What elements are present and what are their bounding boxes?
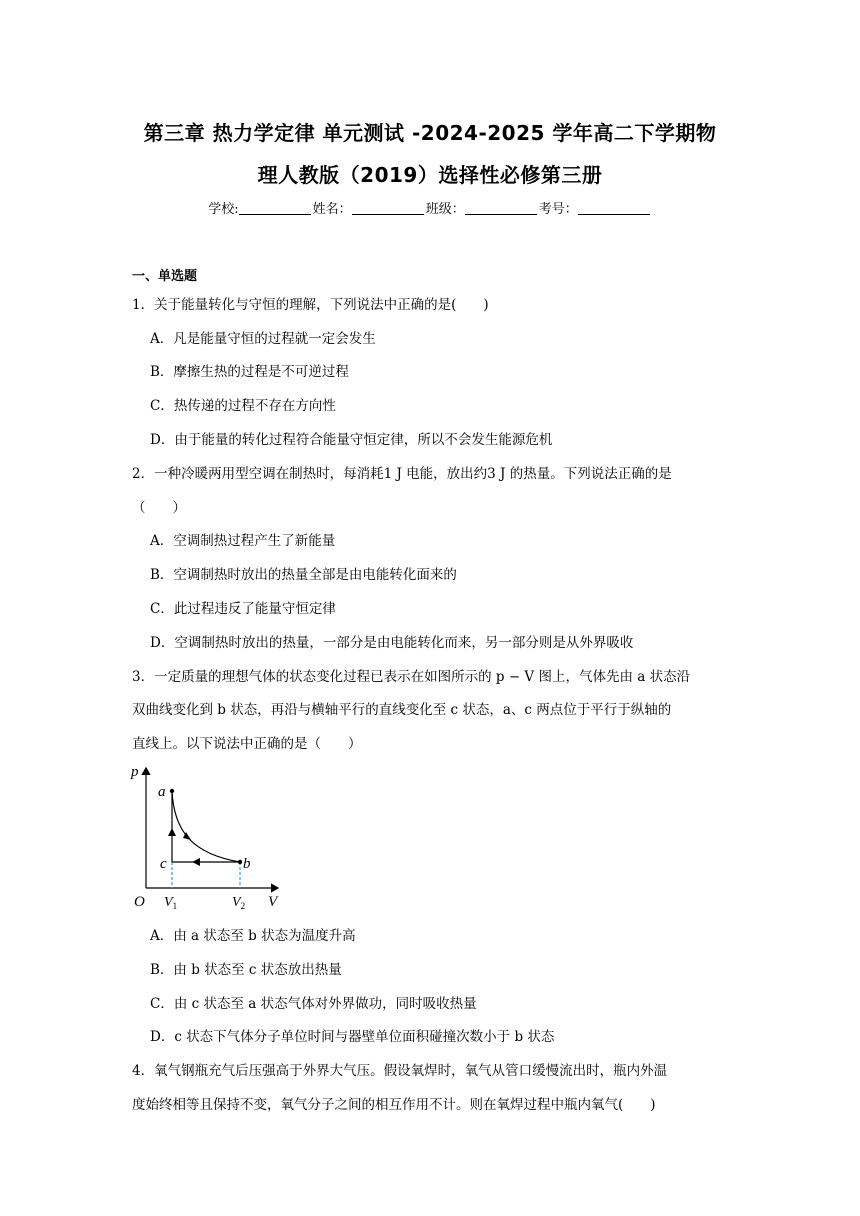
question-1-option-c[interactable]: C．热传递的过程不存在方向性 — [150, 398, 336, 414]
question-2-option-c[interactable]: C．此过程违反了能量守恒定律 — [150, 601, 336, 617]
question-3-stem-line-2: 双曲线变化到 b 状态，再沿与横轴平行的直线变化至 c 状态，a、c 两点位于平行于纵轴的 — [132, 702, 672, 718]
section-title: 一、单选题 — [132, 269, 198, 284]
question-2-option-b[interactable]: B．空调制热时放出的热量全部是由电能转化面来的 — [150, 567, 457, 583]
curve-a-to-b — [172, 791, 240, 862]
pv-diagram — [128, 762, 288, 912]
question-3-option-b[interactable]: B．由 b 状态至 c 状态放出热量 — [150, 962, 342, 978]
point-a-label: a — [158, 784, 166, 800]
point-b-label: b — [243, 856, 251, 872]
question-3-option-a[interactable]: A．由 a 状态至 b 状态为温度升高 — [150, 928, 356, 944]
v2-tick-label: $V_2$ — [232, 895, 246, 911]
question-3-stem-line-3: 直线上。以下说法中正确的是（ ） — [132, 736, 362, 752]
point-c-label: c — [160, 856, 167, 872]
origin-label: O — [134, 894, 145, 910]
exam-number-label: 考号： — [538, 202, 578, 217]
question-2-option-d[interactable]: D．空调制热时放出的热量，一部分是由电能转化而来，另一部分则是从外界吸收 — [150, 635, 634, 651]
question-3-stem-line-1: 3．一定质量的理想气体的状态变化过程已表示在如图所示的 p − V 图上，气体先由 a 状态沿 — [132, 669, 691, 685]
class-label: 班级： — [425, 202, 465, 217]
point-a-dot — [170, 789, 174, 793]
question-1-option-a[interactable]: A．凡是能量守恒的过程就一定会发生 — [150, 331, 376, 347]
class-blank[interactable] — [465, 202, 537, 215]
exam-number-blank[interactable] — [578, 202, 650, 215]
school-label: 学校: — [208, 202, 239, 217]
name-blank[interactable] — [352, 202, 424, 215]
question-3-option-c[interactable]: C．由 c 状态至 a 状态气体对外界做功，同时吸收热量 — [150, 996, 477, 1012]
title-line-1: 第三章 热力学定律 单元测试 -2024-2025 学年高二下学期物 — [143, 121, 717, 145]
student-info-line — [0, 198, 860, 217]
school-blank[interactable] — [239, 202, 311, 215]
question-2-option-a[interactable]: A．空调制热过程产生了新能量 — [150, 533, 336, 549]
question-1-option-d[interactable]: D．由于能量的转化过程符合能量守恒定律，所以不会发生能源危机 — [150, 432, 553, 448]
arrow-b-to-c — [192, 858, 200, 866]
point-b-dot — [238, 860, 242, 864]
p-axis-label: p — [131, 764, 139, 780]
question-2-stem-line-1: 2．一种冷暖两用型空调在制热时，每消耗1 J 电能，放出约3 J 的热量。下列说法正确的是 — [132, 466, 672, 482]
v1-tick-label: $V_1$ — [164, 895, 178, 911]
question-4-stem-line-1: 4．氧气钢瓶充气后压强高于外界大气压。假设氧焊时，氧气从管口缓慢流出时，瓶内外温 — [132, 1063, 668, 1079]
question-2-stem-line-2: （ ） — [132, 500, 186, 516]
question-1-stem: 1．关于能量转化与守恒的理解，下列说法中正确的是( ) — [132, 297, 489, 313]
v-axis-label: V — [268, 894, 278, 910]
name-label: 姓名： — [312, 202, 352, 217]
title-line-2: 理人教版（2019）选择性必修第三册 — [257, 163, 603, 187]
arrow-c-to-a — [168, 828, 176, 836]
question-3-option-d[interactable]: D．c 状态下气体分子单位时间与器壁单位面积碰撞次数小于 b 状态 — [150, 1029, 555, 1045]
question-4-stem-line-2: 度始终相等且保持不变，氧气分子之间的相互作用不计。则在氧焊过程中瓶内氧气( ) — [132, 1097, 656, 1113]
question-1-option-b[interactable]: B．摩擦生热的过程是不可逆过程 — [150, 364, 349, 380]
